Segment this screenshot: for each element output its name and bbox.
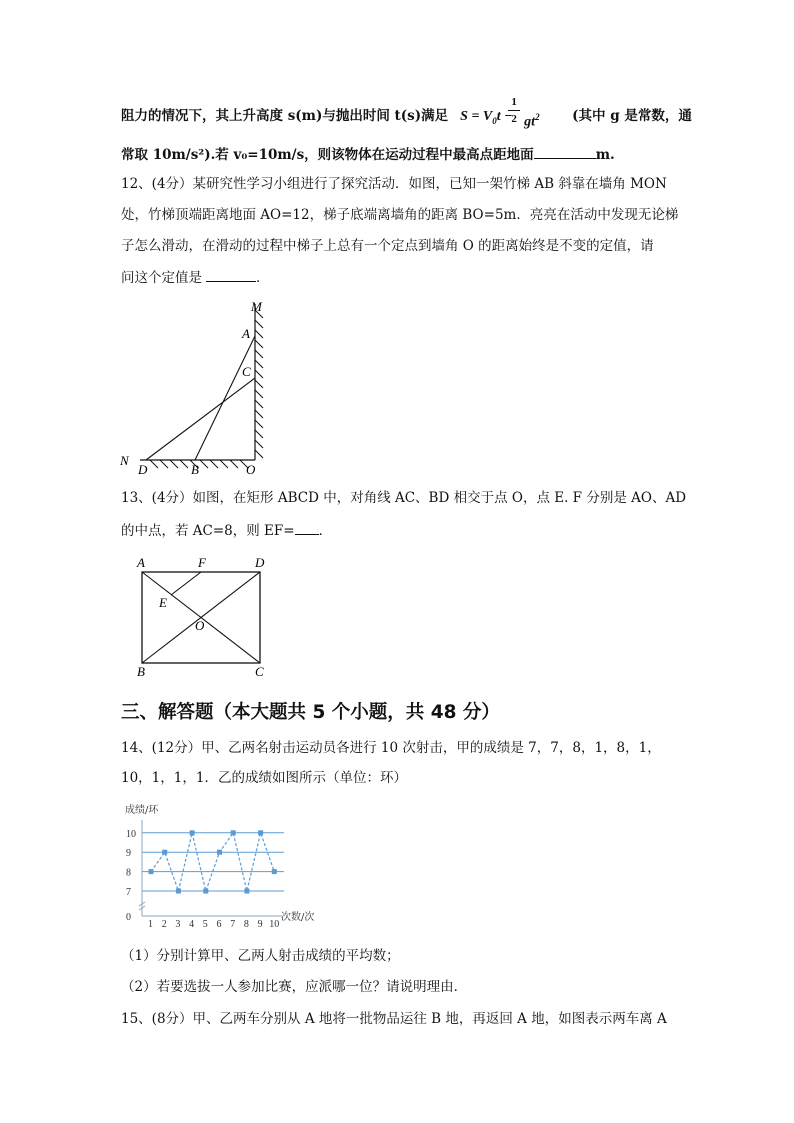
x-tick-label: 5 <box>202 919 208 928</box>
q13-line-1: 13、(4分）如图，在矩形 ABCD 中，对角线 AC、BD 相交于点 O，点 E. F 分别是 AO、AD <box>121 490 687 506</box>
label-O: O <box>246 462 256 476</box>
x-tick-label: 1 <box>148 919 153 928</box>
label-D: D <box>138 462 148 476</box>
label-C: C <box>255 664 264 679</box>
chart-xlabel: 次数/次 <box>281 912 315 923</box>
q14-sub-2: （2）若要选拔一人参加比赛，应派哪一位？请说明理由． <box>121 979 468 995</box>
data-point <box>272 869 277 874</box>
data-point <box>258 830 263 835</box>
q14-line-2: 10，1，1，1．乙的成绩如图所示（单位：环） <box>121 770 407 786</box>
answer-blank-13[interactable] <box>295 520 319 535</box>
q14-sub-1: （1）分别计算甲、乙两人射击成绩的平均数； <box>121 948 400 964</box>
x-tick-label: 2 <box>161 919 167 928</box>
q11-text-c: 常取 10m/s²).若 v₀=10m/s，则该物体在运动过程中最高点距地面 <box>121 147 534 163</box>
data-point <box>203 889 208 894</box>
q13-text-2: 的中点，若 AC=8，则 EF= <box>121 523 295 539</box>
x-tick-label: 4 <box>189 919 195 928</box>
chart-ylabel: 成绩/环 <box>125 805 159 816</box>
x-tick-label: 7 <box>230 919 236 928</box>
answer-blank-12[interactable] <box>206 267 256 282</box>
data-point <box>190 830 195 835</box>
x-tick-label: 10 <box>269 919 280 928</box>
label-N: N <box>120 453 129 468</box>
section-heading: 三、解答题（本大题共 5 个小题，共 48 分） <box>121 702 500 723</box>
q12-line-1: 12、(4分）某研究性学习小组进行了探究活动．如图，已知一架竹梯 AB 斜靠在墙角 MON <box>121 176 667 192</box>
q15-line-1: 15、(8分）甲、乙两车分别从 A 地将一批物品运往 B 地，再返回 A 地，如图表示两车离 A <box>121 1011 667 1027</box>
label-M: M <box>251 299 262 314</box>
series-line <box>151 833 274 891</box>
q12-text-4: 问这个定值是 <box>121 270 202 286</box>
q11-text-b: (其中 g 是常数，通 <box>572 108 692 124</box>
label-E: E <box>159 595 167 610</box>
q11-line-2 <box>121 144 615 165</box>
ladder-AB <box>195 336 255 460</box>
formula: $S = V_0t$ − 1 2 $gt^2$ <box>460 95 540 130</box>
wall-hatching <box>255 310 263 458</box>
q12-line-3: 子怎么滑动，在滑动的过程中梯子上总有一个定点到墙角 O 的距离始终是不变的定值，请 <box>121 238 654 254</box>
answer-blank-11[interactable] <box>534 144 596 159</box>
q11-line-1 <box>121 95 692 130</box>
formula-fraction: 1 2 <box>508 95 520 126</box>
y-tick-label: 7 <box>126 887 131 898</box>
q12-line-2: 处，竹梯顶端距离地面 AO=12，梯子底端离墙角的距离 BO=5m．亮亮在活动中发现无论梯 <box>121 207 679 223</box>
figure-rectangle <box>132 552 292 682</box>
data-point <box>231 830 236 835</box>
label-O: O <box>195 618 205 633</box>
x-tick-label: 3 <box>175 919 181 928</box>
data-point <box>244 889 249 894</box>
q12-line-4 <box>121 267 270 288</box>
x-tick-label: 6 <box>216 919 222 928</box>
q14-line-1: 14、(12分）甲、乙两名射击运动员各进行 10 次射击，甲的成绩是 7，7，8，1，8，1， <box>121 740 661 756</box>
q11-text-d: m. <box>595 147 615 163</box>
label-A: A <box>137 555 145 570</box>
label-B: B <box>191 462 199 476</box>
label-B: B <box>137 664 145 679</box>
figure-ladder <box>116 296 276 476</box>
score-chart <box>122 798 322 928</box>
data-point <box>149 869 154 874</box>
ground-hatching <box>150 460 248 468</box>
q11-text-a: 阻力的情况下，其上升高度 s(m)与抛出时间 t(s)满足 <box>121 108 449 124</box>
data-point <box>217 850 222 855</box>
label-C: C <box>242 364 251 379</box>
q12-text-4b: ． <box>256 270 270 286</box>
q13-line-2 <box>121 520 332 541</box>
y-tick-label: 0 <box>126 912 131 923</box>
y-tick-label: 8 <box>126 867 131 879</box>
y-tick-label: 9 <box>126 848 131 860</box>
label-A: A <box>242 326 250 341</box>
label-D: D <box>255 555 265 570</box>
x-tick-label: 9 <box>257 919 263 928</box>
segment-EF <box>171 572 201 595</box>
y-tick-label: 10 <box>126 828 136 840</box>
q13-text-2b: ． <box>318 523 333 539</box>
data-point <box>162 850 167 855</box>
label-F: F <box>198 555 206 570</box>
x-tick-label: 8 <box>243 919 249 928</box>
data-point <box>176 889 181 894</box>
